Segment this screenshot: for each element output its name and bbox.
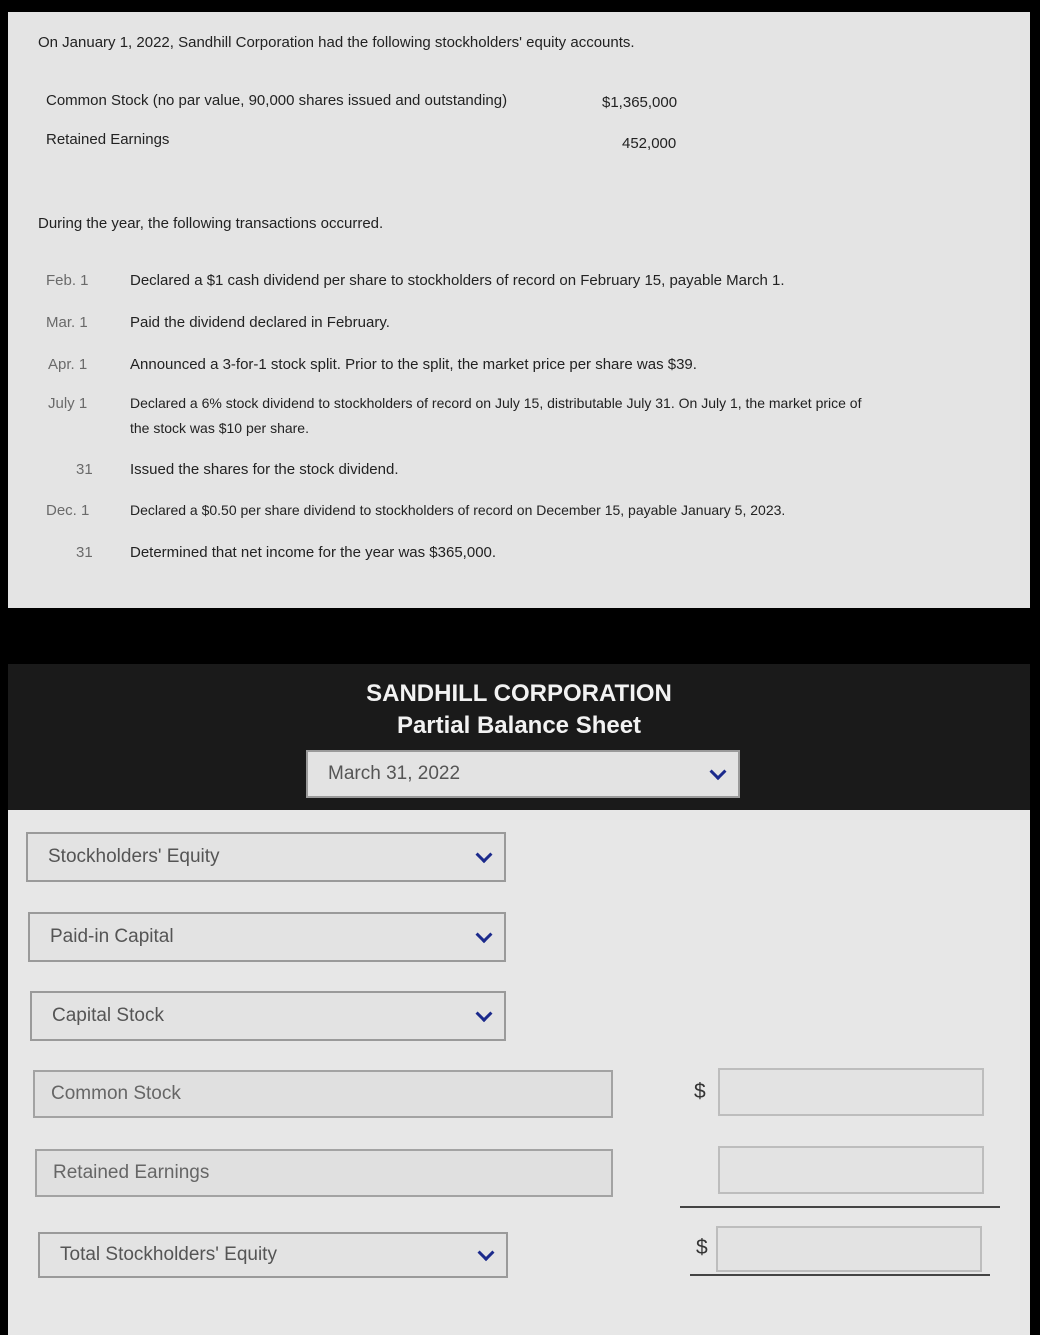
account-label-retained-earnings: Retained Earnings: [46, 131, 170, 148]
subtotal-rule: [680, 1206, 1000, 1208]
transactions-intro: During the year, the following transactions occurred.: [38, 215, 384, 232]
total-stockholders-equity-dropdown[interactable]: [38, 1232, 508, 1278]
transaction-text: Determined that net income for the year was $365,000.: [130, 544, 497, 561]
balance-sheet-panel: [8, 664, 1030, 1335]
balance-sheet-header: [8, 664, 1030, 810]
total-double-rule: [690, 1274, 990, 1276]
dropdown-value: Stockholders' Equity: [48, 846, 220, 867]
transaction-text-continued: the stock was $10 per share.: [130, 420, 309, 436]
total-amount-input[interactable]: [716, 1226, 982, 1272]
transaction-text: Issued the shares for the stock dividend.: [130, 461, 399, 478]
chevron-down-icon: [476, 1005, 493, 1022]
retained-earnings-field[interactable]: [35, 1149, 613, 1197]
transaction-date: Dec. 1: [46, 502, 90, 519]
transaction-text: Paid the dividend declared in February.: [130, 314, 390, 331]
transaction-date: Apr. 1: [48, 356, 88, 373]
dropdown-value: Capital Stock: [52, 1005, 164, 1026]
date-dropdown[interactable]: [306, 750, 740, 798]
intro-text: On January 1, 2022, Sandhill Corporation had the following stockholders' equity accounts.: [38, 34, 635, 51]
transaction-date: 31: [76, 544, 93, 561]
transaction-text: Declared a $1 cash dividend per share to stockholders of record on February 15, payable March 1.: [130, 272, 785, 289]
dollar-sign: $: [694, 1080, 706, 1103]
date-dropdown-value: March 31, 2022: [328, 763, 461, 784]
company-name: SANDHILL CORPORATION: [366, 680, 672, 707]
chevron-down-icon: [476, 926, 493, 943]
paid-in-capital-dropdown[interactable]: [28, 912, 506, 962]
transaction-date: July 1: [48, 395, 88, 412]
dollar-sign: $: [696, 1236, 708, 1259]
field-value: Common Stock: [51, 1083, 181, 1104]
statement-title: Partial Balance Sheet: [396, 712, 642, 739]
chevron-down-icon: [476, 846, 493, 863]
problem-panel: [8, 12, 1030, 608]
dropdown-value: Total Stockholders' Equity: [60, 1244, 277, 1265]
common-stock-amount-input[interactable]: [718, 1068, 984, 1116]
capital-stock-dropdown[interactable]: [30, 991, 506, 1041]
transaction-text: Announced a 3-for-1 stock split. Prior to the split, the market price per share was $39.: [130, 356, 697, 373]
account-label-common-stock: Common Stock (no par value, 90,000 shares issued and outstanding): [46, 92, 508, 109]
stockholders-equity-dropdown[interactable]: [26, 832, 506, 882]
chevron-down-icon: [478, 1244, 495, 1261]
field-value: Retained Earnings: [53, 1162, 210, 1183]
transaction-text: Declared a 6% stock dividend to stockholders of record on July 15, distributable July 31. On July 1, the market price of: [130, 395, 862, 411]
dropdown-value: Paid-in Capital: [50, 926, 174, 947]
transaction-date: 31: [76, 461, 93, 478]
retained-earnings-amount-input[interactable]: [718, 1146, 984, 1194]
chevron-down-icon: [710, 763, 727, 780]
transaction-text: Declared a $0.50 per share dividend to stockholders of record on December 15, payable January 5, 2023.: [130, 502, 786, 518]
account-amount-retained-earnings: 452,000: [622, 135, 677, 152]
transaction-date: Mar. 1: [46, 314, 88, 331]
account-amount-common-stock: $1,365,000: [602, 94, 678, 111]
common-stock-field[interactable]: [33, 1070, 613, 1118]
transaction-date: Feb. 1: [46, 272, 89, 289]
